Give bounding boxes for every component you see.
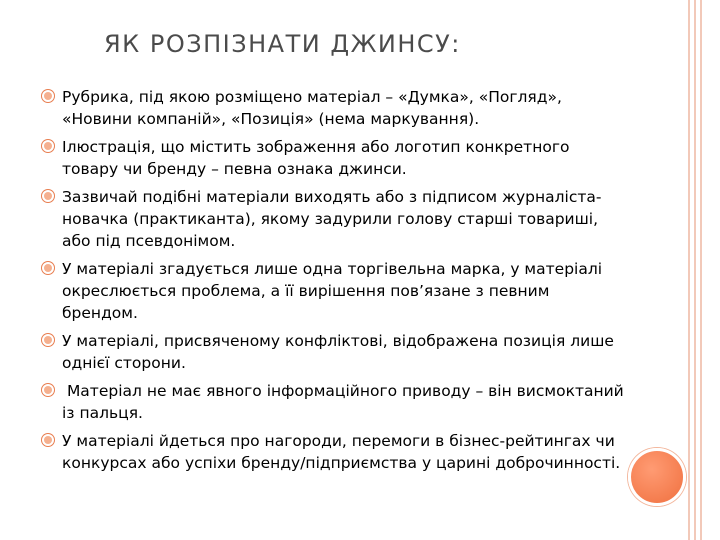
stripe-line — [694, 0, 696, 540]
bullet-text: У матеріалі згадується лише одна торгівельна марка, у матеріалі окреслюється проблема, а її вирішення пов’язане з певним брендом. — [62, 260, 603, 322]
bullet-item — [44, 258, 626, 324]
bullet-item — [44, 330, 626, 374]
bullet-text: Матеріал не має явного інформаційного приводу – він висмоктаний із пальця. — [62, 382, 629, 422]
bullet-item — [44, 186, 626, 252]
stripe-line — [700, 0, 702, 540]
bullet-marker-icon — [44, 142, 52, 150]
decorative-orange-circle — [628, 448, 686, 506]
bullet-marker-icon — [44, 92, 52, 100]
stripe-line — [688, 0, 690, 540]
bullet-marker-icon — [44, 192, 52, 200]
bullet-item — [44, 430, 626, 474]
slide-title: ЯК РОЗПІЗНАТИ ДЖИНСУ: — [104, 30, 461, 58]
bullet-marker-icon — [44, 386, 52, 394]
bullet-text: У матеріалі йдеться про нагороди, перемоги в бізнес-рейтингах чи конкурсах або успіхи бренду/підприємства у царині доброчинності. — [62, 432, 621, 472]
bullet-item — [44, 380, 629, 424]
bullet-text: Зазвичай подібні матеріали виходять або з підписом журналіста-новачка (практиканта), якому задурили голову старші товариші, або під псевдонімом. — [62, 188, 602, 250]
bullet-marker-icon — [44, 436, 52, 444]
bullet-marker-icon — [44, 264, 52, 272]
bullet-list — [44, 86, 629, 480]
bullet-text: У матеріалі, присвяченому конфліктові, відображена позиція лише однієї сторони. — [62, 332, 614, 372]
bullet-text: Рубрика, під якою розміщено матеріал – «Думка», «Погляд», «Новини компаній», «Позиція» (нема маркування). — [62, 88, 562, 128]
bullet-marker-icon — [44, 336, 52, 344]
bullet-text: Ілюстрація, що містить зображення або логотип конкретного товару чи бренду – певна ознака джинси. — [62, 138, 570, 178]
bullet-item — [44, 136, 626, 180]
decorative-stripes — [680, 0, 720, 540]
bullet-item — [44, 86, 626, 130]
